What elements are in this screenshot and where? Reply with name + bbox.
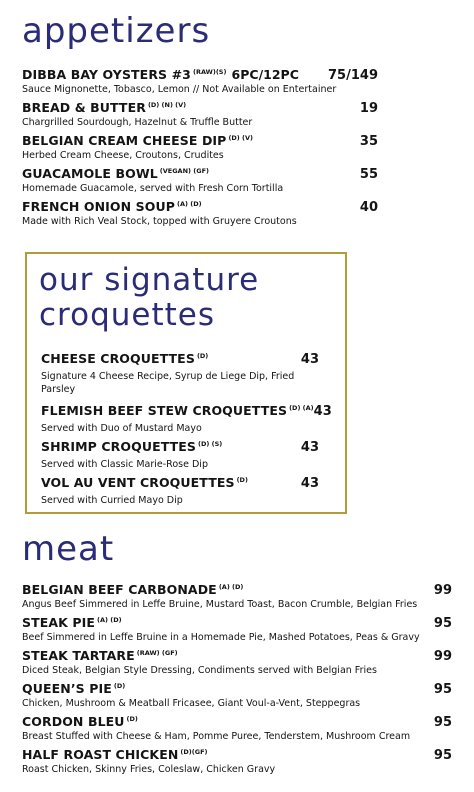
item-name: SHRIMP CROQUETTES — [41, 439, 197, 454]
item-description: Herbed Cream Cheese, Croutons, Crudites — [22, 150, 224, 161]
item-price: 99 — [433, 649, 452, 664]
item-tags: (D) (N) (V) — [147, 101, 187, 109]
item-description: Homemade Guacamole, served with Fresh Corn Tortilla — [22, 183, 284, 194]
item-description: Made with Rich Veal Stock, topped with Gruyere Croutons — [22, 216, 297, 227]
item-name: QUEEN’S PIE — [22, 681, 112, 696]
item-description: Diced Steak, Belgian Style Dressing, Condiments served with Belgian Fries — [22, 665, 377, 676]
item-price: 19 — [359, 101, 378, 116]
menu-item — [41, 472, 319, 507]
croquettes-heading-line2: croquettes — [39, 297, 216, 333]
item-tags: (A) (D) — [97, 616, 122, 624]
item-name: STEAK TARTARE — [22, 648, 135, 663]
item-name: FLEMISH BEEF STEW CROQUETTES — [41, 403, 288, 418]
item-description: Roast Chicken, Skinny Fries, Coleslaw, Chicken Gravy — [22, 764, 276, 775]
item-tags: (D)(GF) — [180, 748, 208, 756]
menu-item — [22, 678, 452, 710]
item-price: 43 — [313, 404, 332, 419]
item-name: GUACAMOLE BOWL — [22, 166, 158, 181]
croquettes-box — [25, 252, 347, 514]
item-price: 95 — [433, 682, 452, 697]
appetizers-heading: appetizers — [22, 11, 211, 51]
item-price: 75/149 — [328, 68, 378, 83]
menu-item — [22, 196, 378, 228]
item-price: 43 — [300, 476, 319, 491]
item-price: 40 — [359, 200, 378, 215]
item-description: Beef Simmered in Leffe Bruine in a Homemade Pie, Mashed Potatoes, Peas & Gravy — [22, 632, 420, 643]
item-tags: (D) — [236, 476, 248, 484]
item-price: 95 — [433, 748, 452, 763]
croquettes-heading-line1: our signature — [39, 262, 260, 298]
item-tags: (D) (S) — [198, 440, 223, 448]
item-name: VOL AU VENT CROQUETTES — [41, 475, 235, 490]
item-description: Chicken, Mushroom & Meatball Fricasee, Giant Voul-a-Vent, Steppegras — [22, 698, 361, 709]
item-tags: (D) — [196, 352, 209, 360]
item-name: BELGIAN CREAM CHEESE DIP — [22, 133, 227, 148]
item-tags: (D) (A) — [289, 404, 314, 412]
item-description: Signature 4 Cheese Recipe, Syrup de Liege Dip, Fried Parsley — [41, 371, 295, 395]
item-tags: (D) — [113, 682, 126, 690]
item-name: CHEESE CROQUETTES — [41, 351, 195, 366]
menu-item — [41, 436, 319, 471]
item-tags: (RAW)(S) — [192, 68, 227, 76]
meat-heading: meat — [22, 529, 115, 569]
menu-item — [22, 97, 378, 129]
item-price: 99 — [433, 583, 452, 598]
menu-item — [22, 579, 452, 611]
item-price: 95 — [433, 616, 452, 631]
menu-item — [22, 744, 452, 776]
item-price: 43 — [300, 440, 319, 455]
item-tags: (RAW) (GF) — [136, 649, 178, 657]
item-name: FRENCH ONION SOUP — [22, 199, 175, 214]
item-price: 95 — [433, 715, 452, 730]
item-description: Breast Stuffed with Cheese & Ham, Pomme Puree, Tenderstem, Mushroom Cream — [22, 731, 411, 742]
item-description: Sauce Mignonette, Tobasco, Lemon // Not Available on Entertainer — [22, 84, 337, 95]
menu-item — [22, 163, 378, 195]
item-name: BELGIAN BEEF CARBONADE — [22, 582, 217, 597]
item-price: 55 — [359, 167, 378, 182]
menu-item — [41, 400, 332, 435]
menu-item — [22, 645, 452, 677]
item-name: STEAK PIE — [22, 615, 96, 630]
item-tags: (D) — [126, 715, 138, 723]
item-name: CORDON BLEU — [22, 714, 125, 729]
item-portion: 6PC/12PC — [231, 67, 299, 82]
item-description: Chargrilled Sourdough, Hazelnut & Truffle Butter — [22, 117, 253, 128]
menu-item — [22, 64, 378, 96]
item-name: HALF ROAST CHICKEN — [22, 747, 179, 762]
menu-item — [22, 612, 452, 644]
item-price: 35 — [359, 134, 378, 149]
item-description: Served with Duo of Mustard Mayo — [41, 423, 202, 434]
menu-item — [22, 711, 452, 743]
item-name: DIBBA BAY OYSTERS #3 — [22, 67, 191, 82]
item-description: Served with Curried Mayo Dip — [41, 495, 183, 506]
menu-item — [22, 130, 378, 162]
item-tags: (A) (D) — [218, 583, 244, 591]
item-name: BREAD & BUTTER — [22, 100, 146, 115]
item-tags: (VEGAN) (GF) — [159, 167, 209, 175]
item-tags: (A) (D) — [176, 200, 202, 208]
item-price: 43 — [300, 352, 319, 367]
item-tags: (D) (V) — [228, 134, 254, 142]
menu-item — [41, 348, 319, 396]
item-description: Served with Classic Marie-Rose Dip — [41, 459, 208, 470]
item-description: Angus Beef Simmered in Leffe Bruine, Mustard Toast, Bacon Crumble, Belgian Fries — [22, 599, 418, 610]
